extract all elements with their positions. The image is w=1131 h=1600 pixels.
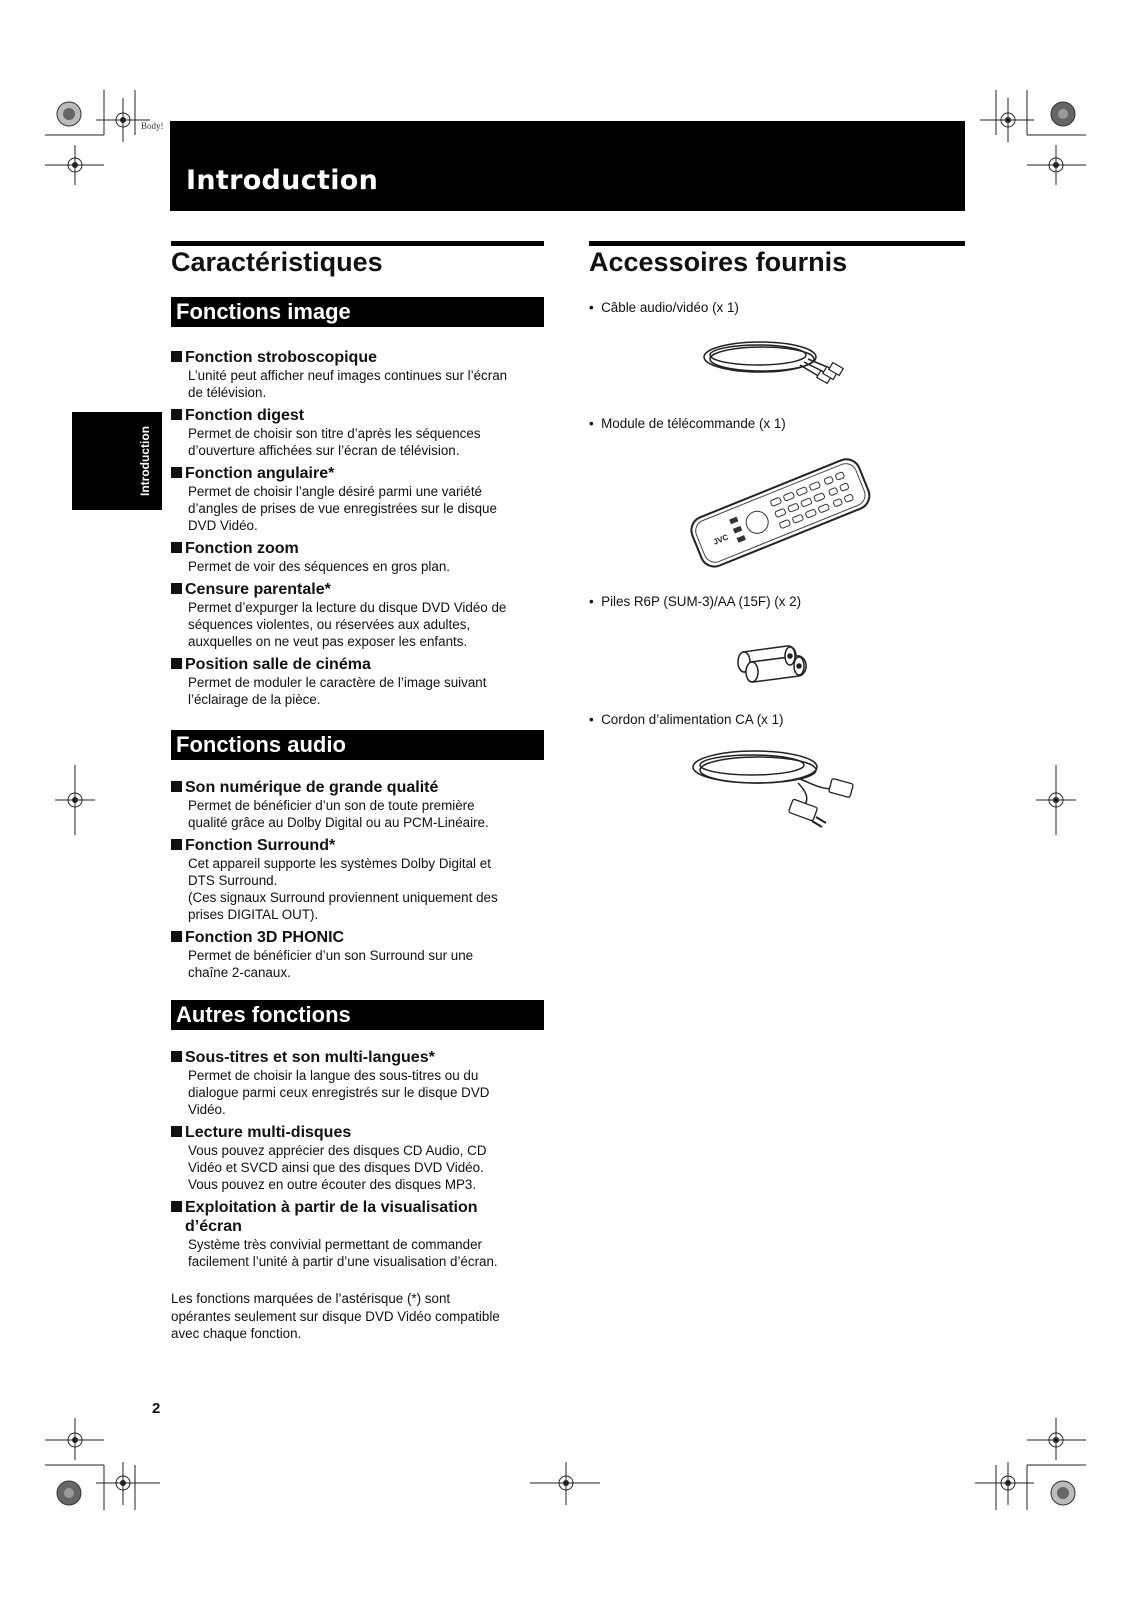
feature-body: Vous pouvez apprécier des disques CD Audio, CD Vidéo et SVCD ainsi que des disques DVD Vidéo. Vous pouvez en outre écouter des disques MP3. [188, 1143, 487, 1192]
feature-item [171, 406, 551, 459]
feature-title-continuation: d’écran [185, 1218, 242, 1235]
feature-title: Censure parentale* [185, 581, 331, 598]
bullet-square-icon [171, 1051, 182, 1062]
feature-list-autres [171, 1048, 551, 1270]
accessory-item: • Câble audio/vidéo (x 1) [589, 300, 739, 315]
feature-body: Permet de choisir l’angle désiré parmi une variété d’angles de prises de vue enregistrées sur le disque DVD Vidéo. [188, 484, 497, 533]
feature-list-image [171, 348, 551, 708]
page-banner [170, 121, 965, 211]
accessory-label: Câble audio/vidéo (x 1) [601, 300, 739, 315]
remote-control-icon [685, 452, 875, 572]
group-heading-audio [171, 730, 544, 760]
feature-item [171, 464, 551, 534]
group-heading-image [171, 297, 544, 327]
bullet-square-icon [171, 1201, 182, 1212]
power-cord-icon [690, 745, 865, 835]
av-cable-icon [700, 335, 860, 405]
asterisk-note: Les fonctions marquées de l’astérisque (*) sont opérantes seulement sur disque DVD Vidéo compatible avec chaque fonction. [171, 1291, 500, 1341]
side-tab-label: Introduction [138, 426, 152, 496]
feature-title: Fonction zoom [185, 540, 299, 557]
bullet-square-icon [171, 409, 182, 420]
feature-body: Permet d’expurger la lecture du disque DVD Vidéo de séquences violentes, ou réservées aux adultes, auxquelles on ne veut pas exposer les enfants. [188, 600, 507, 649]
feature-title: Fonction Surround* [185, 837, 336, 854]
bullet-square-icon [171, 351, 182, 362]
bullet-square-icon [171, 658, 182, 669]
feature-title: Fonction stroboscopique [185, 349, 377, 366]
feature-title: Lecture multi-disques [185, 1124, 352, 1141]
bullet-square-icon [171, 1126, 182, 1137]
banner-title: Introduction [186, 165, 379, 196]
section-rule-right [589, 241, 965, 246]
accessory-label: Piles R6P (SUM-3)/AA (15F) (x 2) [601, 594, 802, 609]
accessory-item: • Cordon d’alimentation CA (x 1) [589, 712, 784, 727]
feature-title: Position salle de cinéma [185, 656, 371, 673]
feature-item [171, 580, 551, 650]
feature-title: Fonction angulaire* [185, 465, 335, 482]
feature-item [171, 778, 551, 831]
bullet-square-icon [171, 467, 182, 478]
page-number: 2 [152, 1400, 161, 1417]
group-heading-label: Autres fonctions [176, 1002, 351, 1027]
feature-body: Permet de bénéficier d’un son de toute première qualité grâce au Dolby Digital ou au PCM-Linéaire. [188, 798, 489, 830]
group-heading-autres [171, 1000, 544, 1030]
feature-item [171, 348, 551, 401]
body-file-label: Body! [141, 121, 164, 131]
feature-list-audio [171, 778, 551, 981]
bullet-square-icon [171, 839, 182, 850]
feature-body: Cet appareil supporte les systèmes Dolby Digital et DTS Surround. (Ces signaux Surround proviennent uniquement des prises DIGITAL OUT). [188, 856, 498, 922]
feature-title: Exploitation à partir de la visualisation [185, 1199, 478, 1216]
feature-item [171, 1123, 551, 1193]
feature-item [171, 655, 551, 708]
feature-body: Permet de choisir la langue des sous-titres ou du dialogue parmi ceux enregistrés sur le disque DVD Vidéo. [188, 1068, 490, 1117]
feature-body: Permet de moduler le caractère de l’image suivant l’éclairage de la pièce. [188, 675, 487, 707]
feature-item [171, 928, 551, 981]
group-heading-label: Fonctions audio [176, 732, 346, 757]
feature-title: Son numérique de grande qualité [185, 779, 439, 796]
feature-title: Fonction digest [185, 407, 305, 424]
bullet-square-icon [171, 931, 182, 942]
feature-item [171, 539, 551, 575]
feature-body: Système très convivial permettant de commander facilement l’unité à partir d’une visualisation d’écran. [188, 1237, 498, 1269]
bullet-square-icon [171, 781, 182, 792]
feature-item [171, 836, 551, 923]
batteries-icon [735, 638, 825, 693]
section-title-caracteristiques: Caractéristiques [171, 247, 383, 277]
feature-body: L’unité peut afficher neuf images continues sur l’écran de télévision. [188, 368, 508, 400]
feature-title: Fonction 3D PHONIC [185, 929, 345, 946]
feature-item [171, 1048, 551, 1118]
accessory-item: • Piles R6P (SUM-3)/AA (15F) (x 2) [589, 594, 802, 609]
feature-body: Permet de voir des séquences en gros plan. [188, 559, 451, 574]
bullet-square-icon [171, 542, 182, 553]
remote-brand: JVC [711, 532, 730, 547]
accessory-item: • Module de télécommande (x 1) [589, 416, 786, 431]
feature-body: Permet de bénéficier d’un son Surround sur une chaîne 2-canaux. [188, 948, 474, 980]
bullet-square-icon [171, 583, 182, 594]
feature-body: Permet de choisir son titre d’après les séquences d’ouverture affichées sur l’écran de télévision. [188, 426, 481, 458]
section-title-accessoires: Accessoires fournis [589, 247, 848, 277]
accessory-label: Cordon d’alimentation CA (x 1) [601, 712, 784, 727]
feature-title: Sous-titres et son multi-langues* [185, 1049, 435, 1066]
accessory-label: Module de télécommande (x 1) [601, 416, 786, 431]
side-tab [72, 412, 162, 510]
group-heading-label: Fonctions image [176, 299, 351, 324]
feature-item [171, 1198, 551, 1270]
section-rule-left [171, 241, 544, 246]
